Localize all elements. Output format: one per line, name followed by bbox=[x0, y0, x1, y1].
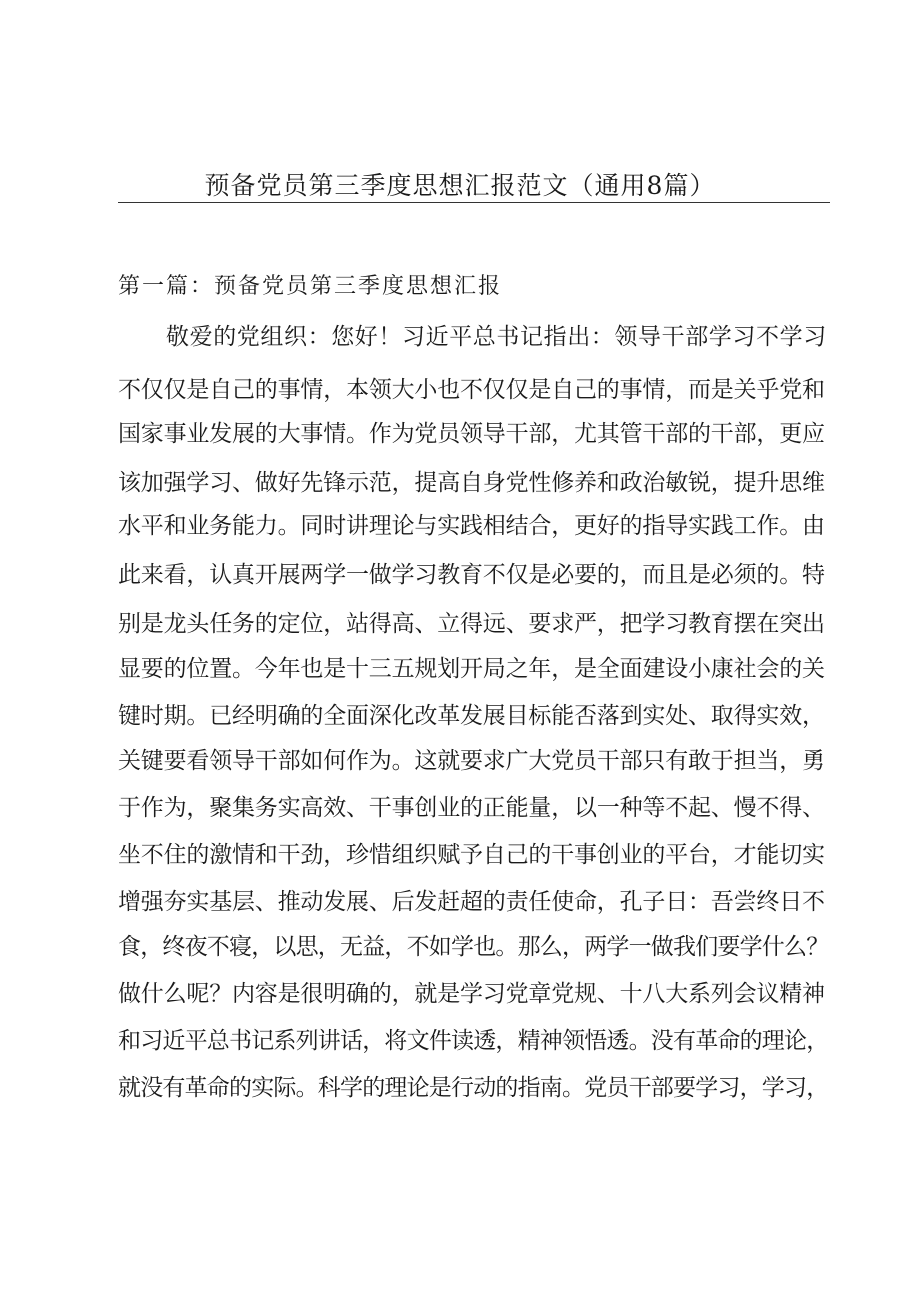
paragraph-line: 键时期。已经明确的全面深化改革发展目标能否落到实处、取得实效， bbox=[118, 703, 825, 729]
paragraph-line: 国家事业发展的大事情。作为党员领导干部，尤其管干部的干部，更应 bbox=[118, 421, 825, 447]
document-title: 预备党员第三季度思想汇报范文（通用8篇） bbox=[204, 171, 716, 200]
paragraph-line: 别是龙头任务的定位，站得高、立得远、要求严，把学习教育摆在突出 bbox=[118, 611, 825, 637]
paragraph-line: 敬爱的党组织：您好！习近平总书记指出：领导干部学习不学习 bbox=[166, 324, 827, 350]
paragraph-line: 显要的位置。今年也是十三五规划开局之年，是全面建设小康社会的关 bbox=[118, 656, 825, 682]
paragraph-line: 就没有革命的实际。科学的理论是行动的指南。党员干部要学习，学习， bbox=[118, 1075, 829, 1101]
paragraph-line: 和习近平总书记系列讲话，将文件读透，精神领悟透。没有革命的理论， bbox=[118, 1028, 829, 1054]
paragraph-line: 不仅仅是自己的事情，本领大小也不仅仅是自己的事情，而是关乎党和 bbox=[118, 377, 825, 403]
paragraph-line: 坐不住的激情和干劲，珍惜组织赋予自己的干事创业的平台，才能切实 bbox=[118, 842, 825, 868]
paragraph-line: 增强夯实基层、推动发展、后发赶超的责任使命，孔子日：吾尝终日不 bbox=[118, 889, 825, 915]
paragraph-line: 该加强学习、做好先锋示范，提高自身党性修养和政治敏锐，提升思维 bbox=[118, 470, 825, 496]
paragraph-line: 食，终夜不寝，以思，无益，不如学也。那么，两学一做我们要学什么？ bbox=[118, 934, 829, 960]
paragraph-line: 于作为，聚集务实高效、干事创业的正能量，以一种等不起、慢不得、 bbox=[118, 795, 825, 821]
paragraph-line: 做什么呢？内容是很明确的，就是学习党章党规、十八大系列会议精神 bbox=[118, 981, 825, 1007]
paragraph-line: 此来看，认真开展两学一做学习教育不仅是必要的，而且是必须的。特 bbox=[118, 562, 825, 588]
title-underline bbox=[118, 202, 830, 203]
section-heading: 第一篇：预备党员第三季度思想汇报 bbox=[118, 274, 503, 299]
paragraph-line: 水平和业务能力。同时讲理论与实践相结合，更好的指导实践工作。由 bbox=[118, 513, 825, 539]
paragraph-line: 关键要看领导干部如何作为。这就要求广大党员干部只有敢于担当，勇 bbox=[118, 748, 825, 774]
